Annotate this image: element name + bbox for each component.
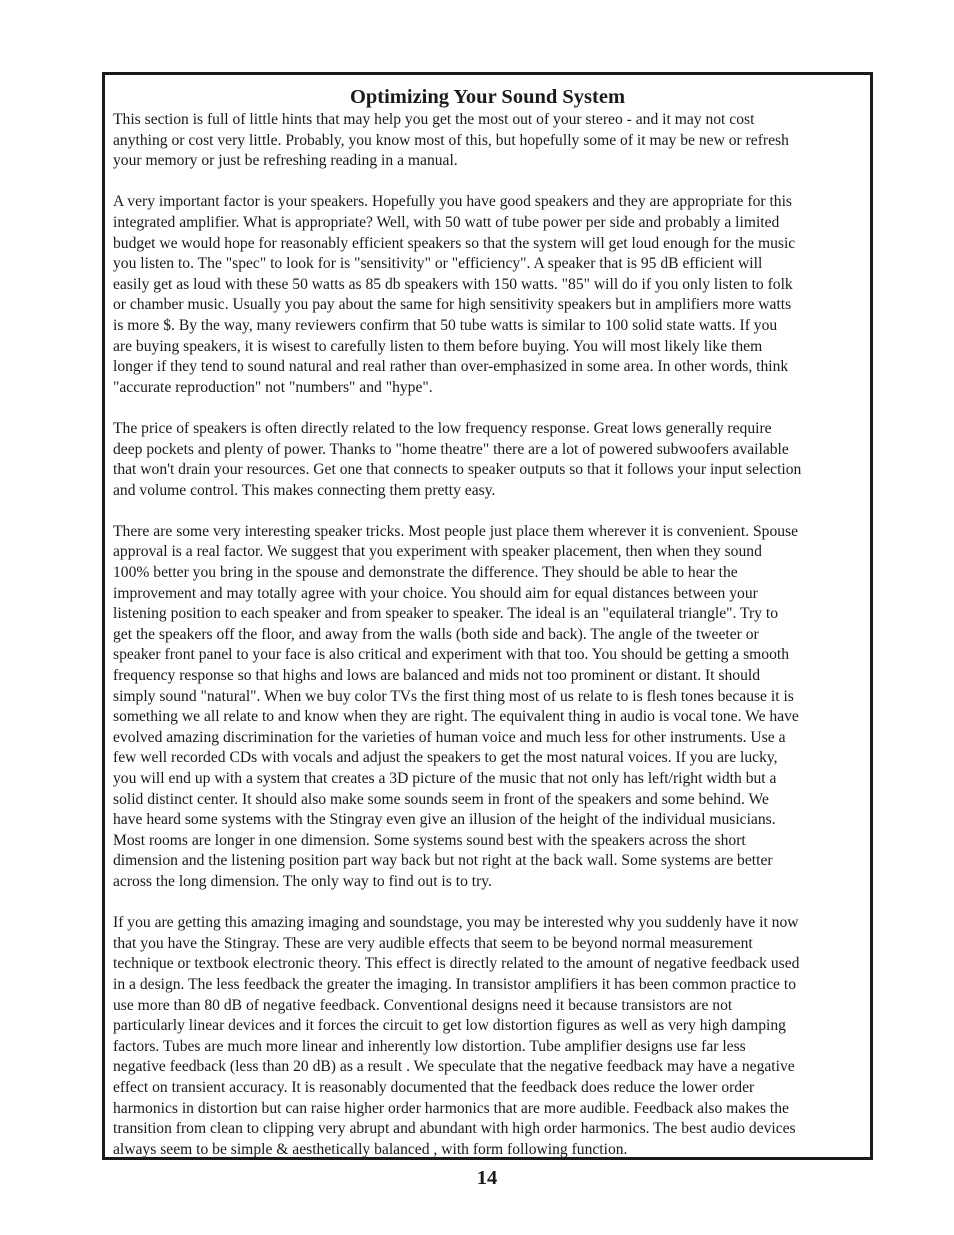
text-line: few well recorded CDs with vocals and adjust the speakers to get the most natural voices. If you are lucky, xyxy=(113,749,778,767)
content-frame xyxy=(102,72,873,1160)
text-line: effect on transient accuracy. It is reasonably documented that the feedback does reduce the lower order xyxy=(113,1078,755,1096)
text-line: dimension and the listening position part way back but not right at the back wall. Some systems are better xyxy=(113,852,773,870)
paragraph xyxy=(113,192,871,398)
page-title: Optimizing Your Sound System xyxy=(349,86,626,108)
text-line: factors. Tubes are much more linear and inherently low distortion. Tube amplifier designs use far less xyxy=(113,1037,746,1055)
page-number: 14 xyxy=(476,1167,498,1189)
text-line: is more $. By the way, many reviewers confirm that 50 tube watts is similar to 100 solid state watts. If you xyxy=(113,316,778,334)
text-line: If you are getting this amazing imaging and soundstage, you may be interested why you suddenly have it now xyxy=(113,914,799,932)
text-line: Most rooms are longer in one dimension. Some systems sound best with the speakers across the short xyxy=(113,831,746,849)
text-line: improvement and may totally agree with your choice. You should aim for equal distances between your xyxy=(113,584,758,602)
text-line: listening position to each speaker and from speaker to speaker. The ideal is an "equilateral triangle". Try to xyxy=(113,605,779,623)
text-line: technique or textbook electronic theory. This effect is directly related to the amount of negative feedback used xyxy=(113,955,800,973)
paragraph xyxy=(113,522,871,893)
text-line: across the long dimension. The only way to find out is to try. xyxy=(113,872,492,890)
text-line: The price of speakers is often directly related to the low frequency response. Great lows generally require xyxy=(113,419,772,437)
text-line: frequency response so that highs and lows are balanced and mids not too prominent or distant. It should xyxy=(113,667,761,685)
text-line: are buying speakers, it is wisest to carefully listen to them before buying. You will most likely like them xyxy=(113,337,763,355)
text-line: "accurate reproduction" not "numbers" and "hype". xyxy=(113,378,433,396)
text-line: always seem to be simple & aesthetically balanced , with form following function. xyxy=(113,1140,628,1158)
text-line: transition from clean to clipping very abrupt and abundant with high order harmonics. The best audio devices xyxy=(113,1120,796,1138)
text-line: approval is a real factor. We suggest that you experiment with speaker placement, then when they sound xyxy=(113,543,762,561)
text-line: 100% better you bring in the spouse and demonstrate the difference. They should be able to hear the xyxy=(113,564,738,582)
text-line: or chamber music. Usually you pay about the same for high sensitivity speakers but in amplifiers more watts xyxy=(113,296,792,314)
text-line: your memory or just be refreshing reading in a manual. xyxy=(113,152,458,170)
text-line: something we all relate to and know when they are right. The equivalent thing in audio is vocal tone. We have xyxy=(113,708,799,726)
text-line: speaker front panel to your face is also critical and experiment with that too. You should be getting a smooth xyxy=(113,646,790,664)
text-line: simply sound "natural". When we buy color TVs the first thing most of us relate to is flesh tones because it is xyxy=(113,687,794,705)
text-line: There are some very interesting speaker tricks. Most people just place them wherever it is convenient. Spouse xyxy=(113,522,799,540)
text-line: use more than 80 dB of negative feedback. Conventional designs need it because transistors are not xyxy=(113,996,733,1014)
text-line: and volume control. This makes connecting them pretty easy. xyxy=(113,481,496,499)
text-line: you will end up with a system that creates a 3D picture of the music that not only has left/right width but a xyxy=(113,770,777,787)
paragraph xyxy=(113,110,871,172)
text-line: get the speakers off the floor, and away from the walls (both side and back). The angle of the tweeter or xyxy=(113,625,759,643)
text-line: A very important factor is your speakers. Hopefully you have good speakers and they are appropriate for this xyxy=(113,193,792,211)
text-line: you listen to. The "spec" to look for is "sensitivity" or "efficiency". A speaker that is 95 dB efficient will xyxy=(113,255,763,273)
text-line: that won't drain your resources. Get one that connects to speaker outputs so that it follows your input selection xyxy=(113,461,802,479)
text-line: that you have the Stingray. These are very audible effects that seem to be beyond normal measurement xyxy=(113,934,753,952)
text-line: anything or cost very little. Probably, you know most of this, but hopefully some of it may be new or refresh xyxy=(113,131,789,149)
text-line: have heard some systems with the Stingray even give an illusion of the height of the individual musicians. xyxy=(113,811,776,829)
text-line: harmonics in distortion but can raise higher order harmonics that are more audible. Feedback also makes the xyxy=(113,1099,789,1117)
text-line: deep pockets and plenty of power. Thanks to "home theatre" there are a lot of powered subwoofers available xyxy=(113,440,789,458)
text-line: solid distinct center. It should also make some sounds seem in front of the speakers and some behind. We xyxy=(113,790,769,808)
text-line: budget we would hope for reasonably efficient speakers so that the system will get loud enough for the music xyxy=(113,234,796,252)
text-line: integrated amplifier. What is appropriate? Well, with 50 watt of tube power per side and probably a limited xyxy=(113,213,780,231)
text-line: This section is full of little hints that may help you get the most out of your stereo - and it may not cost xyxy=(113,111,755,128)
text-line: in a design. The less feedback the greater the imaging. In transistor amplifiers it has been common practice to xyxy=(113,975,797,993)
paragraph xyxy=(113,913,871,1160)
body-text xyxy=(113,110,871,1160)
text-line: easily get as loud with these 50 watts as 85 db speakers with 150 watts. "85" will do if you only listen to folk xyxy=(113,275,793,293)
text-line: particularly linear devices and it forces the circuit to get low distortion figures as well as very high damping xyxy=(113,1017,786,1035)
paragraph xyxy=(113,419,871,501)
text-line: evolved amazing discrimination for the varieties of human voice and much less for other instruments. Use a xyxy=(113,728,786,746)
text-line: longer if they tend to sound natural and real rather than over-emphasized in some area. In other words, think xyxy=(113,358,789,376)
text-line: negative feedback (less than 20 dB) as a result . We speculate that the negative feedback may have a negative xyxy=(113,1058,795,1076)
